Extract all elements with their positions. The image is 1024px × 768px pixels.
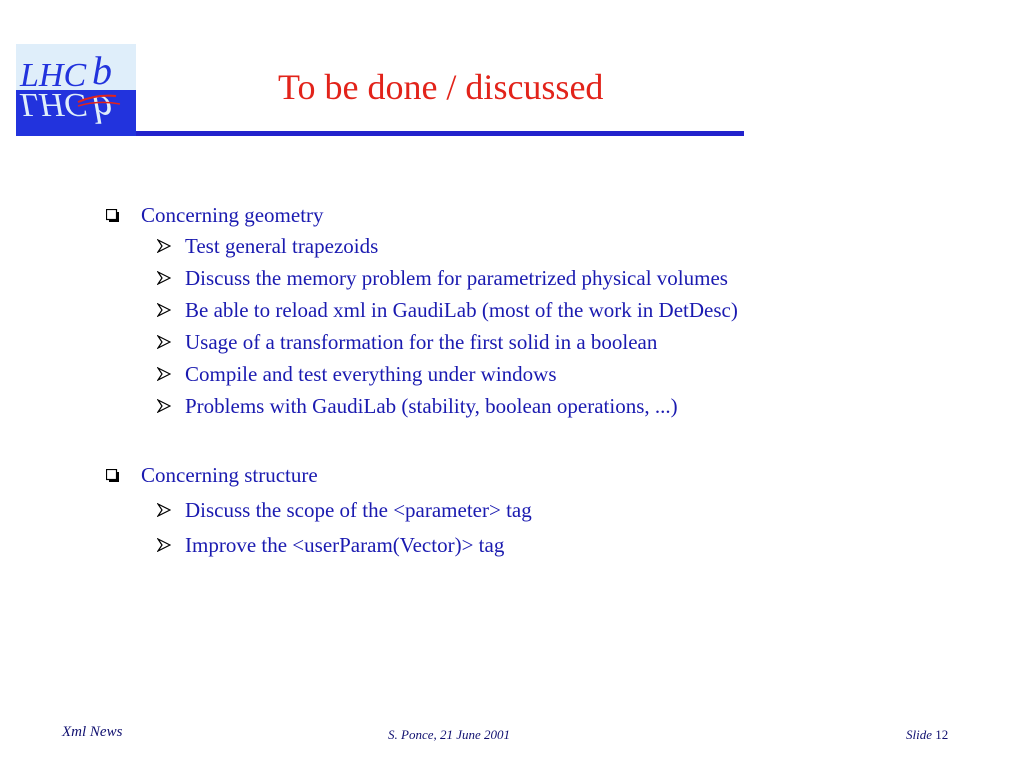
list-item: Be able to reload xml in GaudiLab (most of the work in DetDesc): [185, 298, 738, 322]
lhcb-logo: [16, 44, 136, 136]
slide-title: To be done / discussed: [278, 67, 604, 107]
checkbox-bullet-icon: [106, 209, 119, 222]
title-underline: [136, 131, 744, 136]
list-item: Compile and test everything under windows: [185, 362, 557, 386]
section-label: Concerning geometry: [141, 203, 324, 227]
footer-slide-number: [906, 727, 948, 743]
svg-text:b: b: [92, 87, 112, 132]
footer-author-date: S. Ponce, 21 June 2001: [388, 727, 511, 742]
arrow-bullet-icon: [157, 367, 171, 381]
list-item: Problems with GaudiLab (stability, boolean operations, ...): [185, 394, 678, 418]
list-item: Discuss the scope of the <parameter> tag: [185, 498, 532, 522]
checkbox-bullet-icon: [106, 469, 119, 482]
svg-text:LHC: LHC: [20, 57, 87, 94]
slide-word: Slide: [906, 727, 932, 742]
section-label: Concerning structure: [141, 463, 318, 487]
arrow-bullet-icon: [157, 399, 171, 413]
list-item: Discuss the memory problem for parametrized physical volumes: [185, 266, 728, 290]
svg-text:b: b: [92, 48, 112, 93]
arrow-bullet-icon: [157, 538, 171, 552]
arrow-bullet-icon: [157, 503, 171, 517]
svg-text:LHC: LHC: [20, 86, 87, 123]
footer-presentation-title: Xml News: [62, 724, 123, 740]
list-item: Usage of a transformation for the first solid in a boolean: [185, 330, 658, 354]
arrow-bullet-icon: [157, 303, 171, 317]
arrow-bullet-icon: [157, 239, 171, 253]
arrow-bullet-icon: [157, 335, 171, 349]
slide-number: 12: [935, 727, 949, 742]
list-item: Improve the <userParam(Vector)> tag: [185, 533, 505, 557]
list-item: Test general trapezoids: [185, 234, 379, 258]
arrow-bullet-icon: [157, 271, 171, 285]
